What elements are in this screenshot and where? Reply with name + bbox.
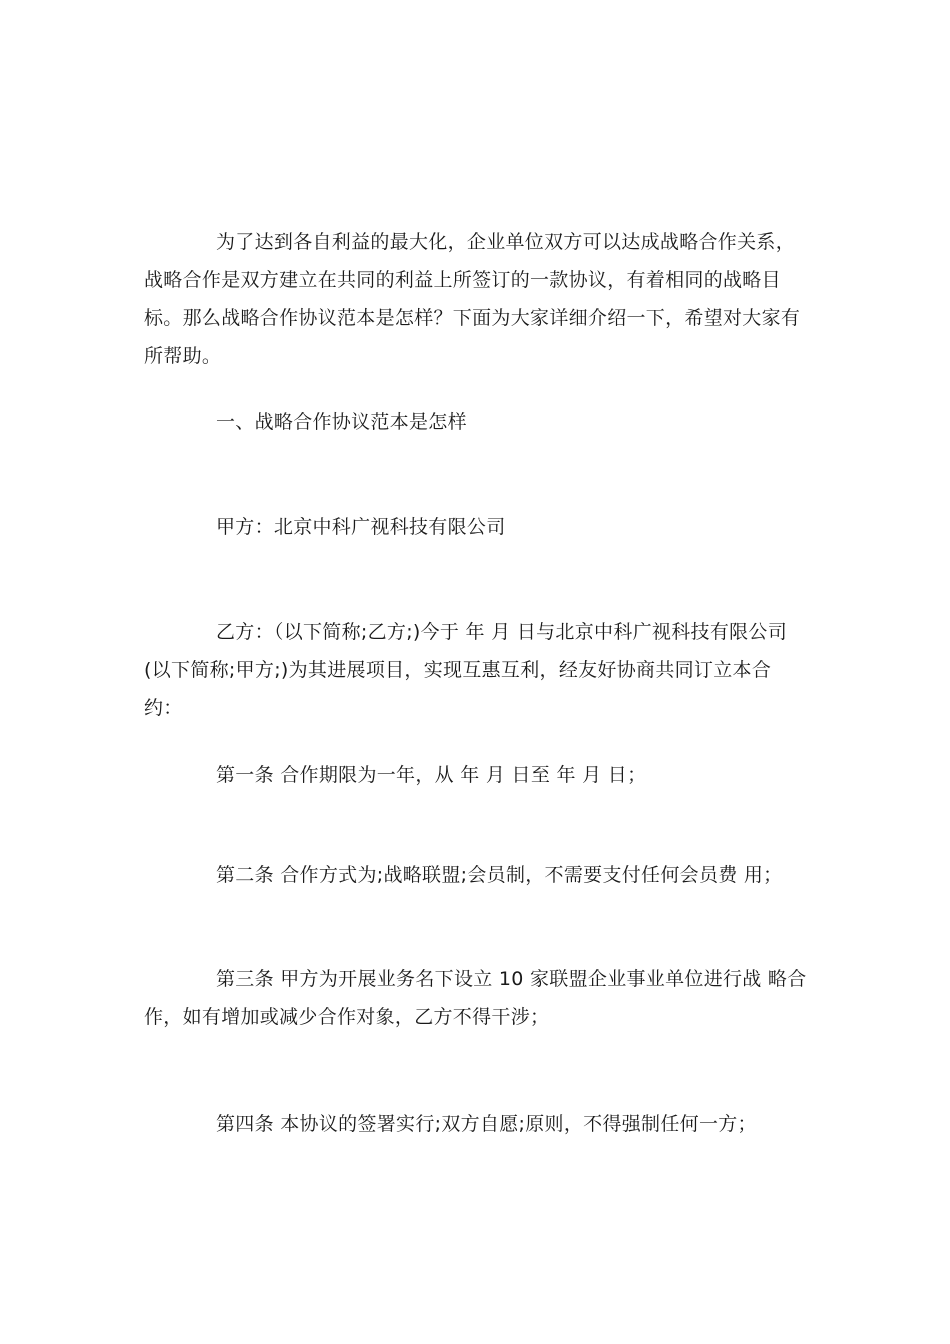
article-3-paragraph: 第三条 甲方为开展业务名下设立 10 家联盟企业事业单位进行战 略合作，如有增加或减少合作对象，乙方不得干涉；	[144, 968, 807, 1028]
section-heading: 一、战略合作协议范本是怎样	[216, 411, 467, 433]
intro-paragraph: 为了达到各自利益的最大化，企业单位双方可以达成战略合作关系，战略合作是双方建立在共同的利益上所签订的一款协议，有着相同的战略目标。那么战略合作协议范本是怎样？下面为大家详细介绍一下，希望对大家有所帮助。	[144, 231, 801, 367]
article-4-paragraph: 第四条 本协议的签署实行;双方自愿;原则，不得强制任何一方；	[216, 1113, 757, 1135]
party-a-paragraph: 甲方：北京中科广视科技有限公司	[216, 516, 506, 538]
party-b-paragraph: 乙方：（以下简称;乙方;)今于 年 月 日与北京中科广视科技有限公司(以下简称;甲方;)为其进展项目，实现互惠互利，经友好协商共同订立本合约：	[144, 621, 788, 719]
article-2-paragraph: 第二条 合作方式为;战略联盟;会员制，不需要支付任何会员费 用；	[216, 864, 783, 886]
article-1-paragraph: 第一条 合作期限为一年，从 年 月 日至 年 月 日；	[216, 764, 647, 786]
